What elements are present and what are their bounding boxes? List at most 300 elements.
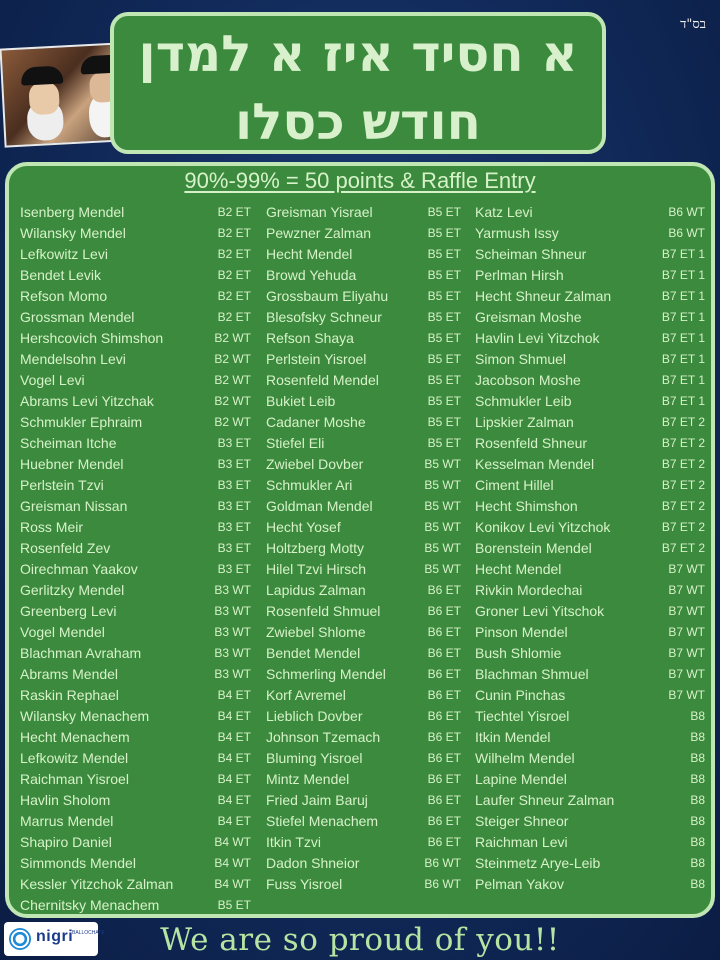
list-item xyxy=(20,307,251,328)
class-code: B3 WT xyxy=(214,583,251,597)
student-name: Greisman Nissan xyxy=(20,498,128,514)
list-item xyxy=(475,496,705,517)
student-name: Greisman Moshe xyxy=(475,309,582,325)
class-code: B6 ET xyxy=(427,835,461,849)
student-name: Hecht Mendel xyxy=(475,561,562,577)
student-name: Fried Jaim Baruj xyxy=(266,792,368,808)
bsd-mark: בס"ד xyxy=(680,17,706,32)
class-code: B8 xyxy=(690,709,705,723)
student-name: Bukiet Leib xyxy=(266,393,336,409)
list-item xyxy=(20,244,251,265)
class-code: B3 WT xyxy=(214,667,251,681)
list-item xyxy=(20,580,251,601)
class-code: B3 ET xyxy=(217,562,251,576)
student-name: Raichman Levi xyxy=(475,834,568,850)
student-name: Konikov Levi Yitzchok xyxy=(475,519,611,535)
list-item xyxy=(266,811,461,832)
list-item xyxy=(475,727,705,748)
names-column-3 xyxy=(475,202,705,895)
class-code: B2 ET xyxy=(217,247,251,261)
list-item xyxy=(475,538,705,559)
student-name: Chernitsky Menachem xyxy=(20,897,160,913)
student-name: Abrams Mendel xyxy=(20,666,119,682)
class-code: B7 ET 2 xyxy=(661,457,705,471)
student-name: Grossbaum Eliyahu xyxy=(266,288,389,304)
student-name: Cadaner Moshe xyxy=(266,414,366,430)
student-name: Bush Shlomie xyxy=(475,645,562,661)
class-code: B5 ET xyxy=(427,436,461,450)
student-name: Grossman Mendel xyxy=(20,309,135,325)
class-code: B7 ET 1 xyxy=(661,331,705,345)
list-item xyxy=(266,685,461,706)
list-item xyxy=(475,559,705,580)
list-item xyxy=(266,475,461,496)
list-item xyxy=(20,391,251,412)
class-code: B5 ET xyxy=(427,310,461,324)
student-name: Ciment Hillel xyxy=(475,477,554,493)
class-code: B6 ET xyxy=(427,772,461,786)
student-name: Jacobson Moshe xyxy=(475,372,581,388)
list-item xyxy=(20,790,251,811)
list-item xyxy=(20,370,251,391)
list-item xyxy=(475,370,705,391)
class-code: B4 WT xyxy=(214,856,251,870)
student-name: Hecht Mendel xyxy=(266,246,353,262)
student-name: Korf Avremel xyxy=(266,687,346,703)
list-item xyxy=(475,202,705,223)
list-item xyxy=(266,202,461,223)
class-code: B5 ET xyxy=(427,289,461,303)
class-code: B6 ET xyxy=(427,751,461,765)
list-item xyxy=(266,643,461,664)
class-code: B8 xyxy=(690,730,705,744)
class-code: B5 WT xyxy=(424,541,461,555)
names-column-2 xyxy=(266,202,461,895)
class-code: B3 ET xyxy=(217,457,251,471)
list-item xyxy=(266,622,461,643)
class-code: B8 xyxy=(690,877,705,891)
class-code: B6 WT xyxy=(424,877,461,891)
class-code: B8 xyxy=(690,856,705,870)
list-item xyxy=(266,706,461,727)
photo-face-left xyxy=(28,82,60,116)
list-item xyxy=(475,265,705,286)
student-name: Bluming Yisroel xyxy=(266,750,363,766)
list-item xyxy=(475,307,705,328)
list-item xyxy=(266,307,461,328)
student-name: Blesofsky Schneur xyxy=(266,309,382,325)
student-name: Cunin Pinchas xyxy=(475,687,566,703)
class-code: B8 xyxy=(690,835,705,849)
list-item xyxy=(475,475,705,496)
list-item xyxy=(266,601,461,622)
list-item xyxy=(20,622,251,643)
student-name: Tiechtel Yisroel xyxy=(475,708,570,724)
list-item xyxy=(20,328,251,349)
list-item xyxy=(475,349,705,370)
student-name: Laufer Shneur Zalman xyxy=(475,792,615,808)
list-item xyxy=(475,811,705,832)
student-name: Abrams Levi Yitzchak xyxy=(20,393,154,409)
student-name: Wilhelm Mendel xyxy=(475,750,575,766)
class-code: B5 ET xyxy=(427,205,461,219)
list-item xyxy=(266,433,461,454)
class-code: B7 ET 1 xyxy=(661,352,705,366)
list-item xyxy=(266,265,461,286)
class-code: B3 ET xyxy=(217,499,251,513)
class-code: B6 ET xyxy=(427,709,461,723)
list-item xyxy=(475,622,705,643)
class-code: B2 ET xyxy=(217,289,251,303)
student-name: Lieblich Dovber xyxy=(266,708,363,724)
class-code: B5 WT xyxy=(424,478,461,492)
class-code: B6 WT xyxy=(668,226,705,240)
list-item xyxy=(266,664,461,685)
student-name: Havlin Levi Yitzchok xyxy=(475,330,600,346)
class-code: B7 ET 2 xyxy=(661,436,705,450)
list-item xyxy=(266,370,461,391)
student-name: Schmukler Ephraim xyxy=(20,414,143,430)
student-name: Schmerling Mendel xyxy=(266,666,386,682)
student-name: Wilansky Mendel xyxy=(20,225,126,241)
student-name: Lefkowitz Levi xyxy=(20,246,108,262)
list-item xyxy=(475,643,705,664)
title-banner xyxy=(110,12,606,154)
student-name: Shapiro Daniel xyxy=(20,834,112,850)
student-name: Itkin Tzvi xyxy=(266,834,321,850)
title-line-1: א חסיד איז א למדן xyxy=(138,25,578,83)
student-name: Havlin Sholom xyxy=(20,792,111,808)
class-code: B7 ET 1 xyxy=(661,289,705,303)
list-item xyxy=(20,517,251,538)
class-code: B8 xyxy=(690,751,705,765)
list-item xyxy=(475,832,705,853)
student-name: Gerlitzky Mendel xyxy=(20,582,125,598)
class-code: B7 WT xyxy=(668,646,705,660)
student-name: Schmukler Ari xyxy=(266,477,353,493)
student-name: Oirechman Yaakov xyxy=(20,561,138,577)
student-name: Simon Shmuel xyxy=(475,351,567,367)
class-code: B2 WT xyxy=(214,352,251,366)
list-item xyxy=(266,853,461,874)
list-item xyxy=(475,433,705,454)
class-code: B2 ET xyxy=(217,268,251,282)
student-name: Kesselman Mendel xyxy=(475,456,595,472)
student-name: Pinson Mendel xyxy=(475,624,568,640)
list-item xyxy=(266,412,461,433)
student-name: Mintz Mendel xyxy=(266,771,350,787)
class-code: B2 WT xyxy=(214,415,251,429)
student-name: Goldman Mendel xyxy=(266,498,373,514)
student-name: Hecht Shimshon xyxy=(475,498,578,514)
list-item xyxy=(266,769,461,790)
list-item xyxy=(20,706,251,727)
list-item xyxy=(20,832,251,853)
list-item xyxy=(20,727,251,748)
class-code: B5 ET xyxy=(427,373,461,387)
class-code: B6 ET xyxy=(427,583,461,597)
list-item xyxy=(20,475,251,496)
class-code: B3 ET xyxy=(217,436,251,450)
list-item xyxy=(20,223,251,244)
list-item xyxy=(266,349,461,370)
class-code: B5 ET xyxy=(427,415,461,429)
student-name: Lapidus Zalman xyxy=(266,582,366,598)
class-code: B7 ET 2 xyxy=(661,499,705,513)
class-code: B5 WT xyxy=(424,499,461,513)
class-code: B6 ET xyxy=(427,688,461,702)
class-code: B3 ET xyxy=(217,478,251,492)
student-name: Scheiman Itche xyxy=(20,435,117,451)
class-code: B7 ET 2 xyxy=(661,415,705,429)
list-item xyxy=(20,895,251,916)
student-name: Huebner Mendel xyxy=(20,456,124,472)
class-code: B4 ET xyxy=(217,709,251,723)
list-item xyxy=(20,874,251,895)
list-item xyxy=(20,454,251,475)
list-item xyxy=(20,769,251,790)
list-item xyxy=(20,601,251,622)
class-code: B5 ET xyxy=(427,247,461,261)
class-code: B6 ET xyxy=(427,667,461,681)
class-code: B6 ET xyxy=(427,625,461,639)
class-code: B3 WT xyxy=(214,604,251,618)
student-name: Vogel Mendel xyxy=(20,624,105,640)
student-name: Kessler Yitzchok Zalman xyxy=(20,876,174,892)
list-item xyxy=(475,748,705,769)
student-name: Blachman Shmuel xyxy=(475,666,589,682)
class-code: B7 WT xyxy=(668,688,705,702)
list-item xyxy=(475,391,705,412)
list-item xyxy=(475,223,705,244)
list-item xyxy=(20,685,251,706)
list-item xyxy=(20,349,251,370)
list-item xyxy=(475,286,705,307)
class-code: B7 ET 2 xyxy=(661,541,705,555)
names-column-1 xyxy=(20,202,251,916)
student-name: Raichman Yisroel xyxy=(20,771,129,787)
class-code: B7 WT xyxy=(668,562,705,576)
student-name: Hecht Shneur Zalman xyxy=(475,288,612,304)
student-name: Schmukler Leib xyxy=(475,393,572,409)
list-item xyxy=(20,433,251,454)
student-name: Zwiebel Dovber xyxy=(266,456,364,472)
class-code: B7 ET 1 xyxy=(661,394,705,408)
list-item xyxy=(266,874,461,895)
class-code: B5 ET xyxy=(217,898,251,912)
student-name: Steiger Shneor xyxy=(475,813,569,829)
class-code: B6 ET xyxy=(427,730,461,744)
list-item xyxy=(266,496,461,517)
list-item xyxy=(20,202,251,223)
class-code: B4 WT xyxy=(214,877,251,891)
student-name: Mendelsohn Levi xyxy=(20,351,126,367)
student-name: Rosenfeld Mendel xyxy=(266,372,379,388)
list-item xyxy=(266,391,461,412)
class-code: B6 WT xyxy=(668,205,705,219)
student-name: Isenberg Mendel xyxy=(20,204,125,220)
class-code: B6 WT xyxy=(424,856,461,870)
honor-roll-panel xyxy=(5,162,715,918)
class-code: B5 WT xyxy=(424,457,461,471)
student-name: Rosenfeld Shneur xyxy=(475,435,588,451)
class-code: B7 WT xyxy=(668,604,705,618)
student-name: Katz Levi xyxy=(475,204,533,220)
class-code: B7 ET 1 xyxy=(661,268,705,282)
student-name: Lapine Mendel xyxy=(475,771,567,787)
class-code: B4 ET xyxy=(217,793,251,807)
class-code: B3 WT xyxy=(214,646,251,660)
class-code: B7 ET 1 xyxy=(661,310,705,324)
student-name: Wilansky Menachem xyxy=(20,708,150,724)
list-item xyxy=(266,580,461,601)
student-name: Hecht Yosef xyxy=(266,519,341,535)
class-code: B2 ET xyxy=(217,310,251,324)
student-name: Hecht Menachem xyxy=(20,729,130,745)
list-item xyxy=(266,328,461,349)
class-code: B7 ET 1 xyxy=(661,373,705,387)
student-name: Borenstein Mendel xyxy=(475,540,592,556)
list-item xyxy=(475,874,705,895)
list-item xyxy=(20,748,251,769)
list-item xyxy=(475,790,705,811)
class-code: B4 ET xyxy=(217,814,251,828)
class-code: B5 ET xyxy=(427,268,461,282)
student-name: Pelman Yakov xyxy=(475,876,564,892)
list-item xyxy=(266,727,461,748)
list-item xyxy=(475,328,705,349)
list-item xyxy=(20,643,251,664)
student-name: Johnson Tzemach xyxy=(266,729,381,745)
student-name: Greisman Yisrael xyxy=(266,204,373,220)
list-item xyxy=(20,412,251,433)
list-item xyxy=(20,265,251,286)
class-code: B3 ET xyxy=(217,541,251,555)
class-code: B2 ET xyxy=(217,226,251,240)
nigri-logo-sub: BALLOCHATE xyxy=(72,930,105,936)
class-code: B2 WT xyxy=(214,331,251,345)
student-name: Scheiman Shneur xyxy=(475,246,587,262)
class-code: B4 ET xyxy=(217,751,251,765)
class-code: B5 ET xyxy=(427,226,461,240)
student-name: Pewzner Zalman xyxy=(266,225,372,241)
class-code: B5 ET xyxy=(427,331,461,345)
student-name: Holtzberg Motty xyxy=(266,540,365,556)
student-name: Blachman Avraham xyxy=(20,645,142,661)
student-name: Simmonds Mendel xyxy=(20,855,136,871)
list-item xyxy=(20,853,251,874)
list-item xyxy=(475,769,705,790)
list-item xyxy=(20,811,251,832)
list-item xyxy=(475,454,705,475)
list-item xyxy=(475,706,705,727)
student-name: Groner Levi Yitschok xyxy=(475,603,605,619)
class-code: B7 ET 2 xyxy=(661,478,705,492)
honor-roll-heading: 90%-99% = 50 points & Raffle Entry xyxy=(184,168,536,193)
student-name: Lefkowitz Mendel xyxy=(20,750,129,766)
student-name: Yarmush Issy xyxy=(475,225,559,241)
class-code: B5 WT xyxy=(424,562,461,576)
class-code: B6 ET xyxy=(427,604,461,618)
list-item xyxy=(266,517,461,538)
class-code: B7 WT xyxy=(668,625,705,639)
list-item xyxy=(20,664,251,685)
list-item xyxy=(475,412,705,433)
list-item xyxy=(266,538,461,559)
list-item xyxy=(475,244,705,265)
student-name: Browd Yehuda xyxy=(266,267,357,283)
class-code: B5 ET xyxy=(427,352,461,366)
list-item xyxy=(266,454,461,475)
student-name: Refson Momo xyxy=(20,288,108,304)
class-code: B4 ET xyxy=(217,688,251,702)
list-item xyxy=(475,580,705,601)
class-code: B4 WT xyxy=(214,835,251,849)
class-code: B8 xyxy=(690,793,705,807)
student-name: Bendet Mendel xyxy=(266,645,361,661)
footer-message: We are so proud of you!! xyxy=(160,922,560,958)
class-code: B8 xyxy=(690,814,705,828)
list-item xyxy=(475,601,705,622)
class-code: B2 WT xyxy=(214,373,251,387)
list-item xyxy=(266,832,461,853)
list-item xyxy=(266,748,461,769)
list-item xyxy=(20,559,251,580)
list-item xyxy=(475,517,705,538)
class-code: B6 ET xyxy=(427,793,461,807)
student-name: Itkin Mendel xyxy=(475,729,551,745)
list-item xyxy=(266,286,461,307)
student-name: Hilel Tzvi Hirsch xyxy=(266,561,367,577)
student-name: Raskin Rephael xyxy=(20,687,119,703)
student-name: Vogel Levi xyxy=(20,372,85,388)
student-name: Ross Meir xyxy=(20,519,84,535)
student-name: Marrus Mendel xyxy=(20,813,114,829)
list-item xyxy=(475,664,705,685)
class-code: B5 ET xyxy=(427,394,461,408)
class-code: B7 ET 2 xyxy=(661,520,705,534)
student-name: Lipskier Zalman xyxy=(475,414,574,430)
nigri-logo-word: nigri xyxy=(36,928,74,945)
class-code: B4 ET xyxy=(217,730,251,744)
class-code: B8 xyxy=(690,772,705,786)
student-name: Rosenfeld Zev xyxy=(20,540,111,556)
list-item xyxy=(266,559,461,580)
list-item xyxy=(475,853,705,874)
class-code: B7 WT xyxy=(668,583,705,597)
student-name: Bendet Levik xyxy=(20,267,101,283)
photo-hat-left xyxy=(21,65,64,85)
class-code: B6 ET xyxy=(427,646,461,660)
student-name: Dadon Shneior xyxy=(266,855,360,871)
student-name: Fuss Yisroel xyxy=(266,876,343,892)
list-item xyxy=(20,286,251,307)
list-item xyxy=(20,538,251,559)
student-name: Steinmetz Arye-Leib xyxy=(475,855,601,871)
class-code: B5 WT xyxy=(424,520,461,534)
student-name: Greenberg Levi xyxy=(20,603,117,619)
class-code: B4 ET xyxy=(217,772,251,786)
list-item xyxy=(266,223,461,244)
class-code: B7 ET 1 xyxy=(661,247,705,261)
student-name: Rivkin Mordechai xyxy=(475,582,583,598)
class-code: B2 ET xyxy=(217,205,251,219)
student-name: Zwiebel Shlome xyxy=(266,624,366,640)
student-name: Rosenfeld Shmuel xyxy=(266,603,381,619)
student-name: Perlman Hirsh xyxy=(475,267,564,283)
title-line-2: חודש כסלו xyxy=(235,93,481,151)
student-name: Refson Shaya xyxy=(266,330,354,346)
